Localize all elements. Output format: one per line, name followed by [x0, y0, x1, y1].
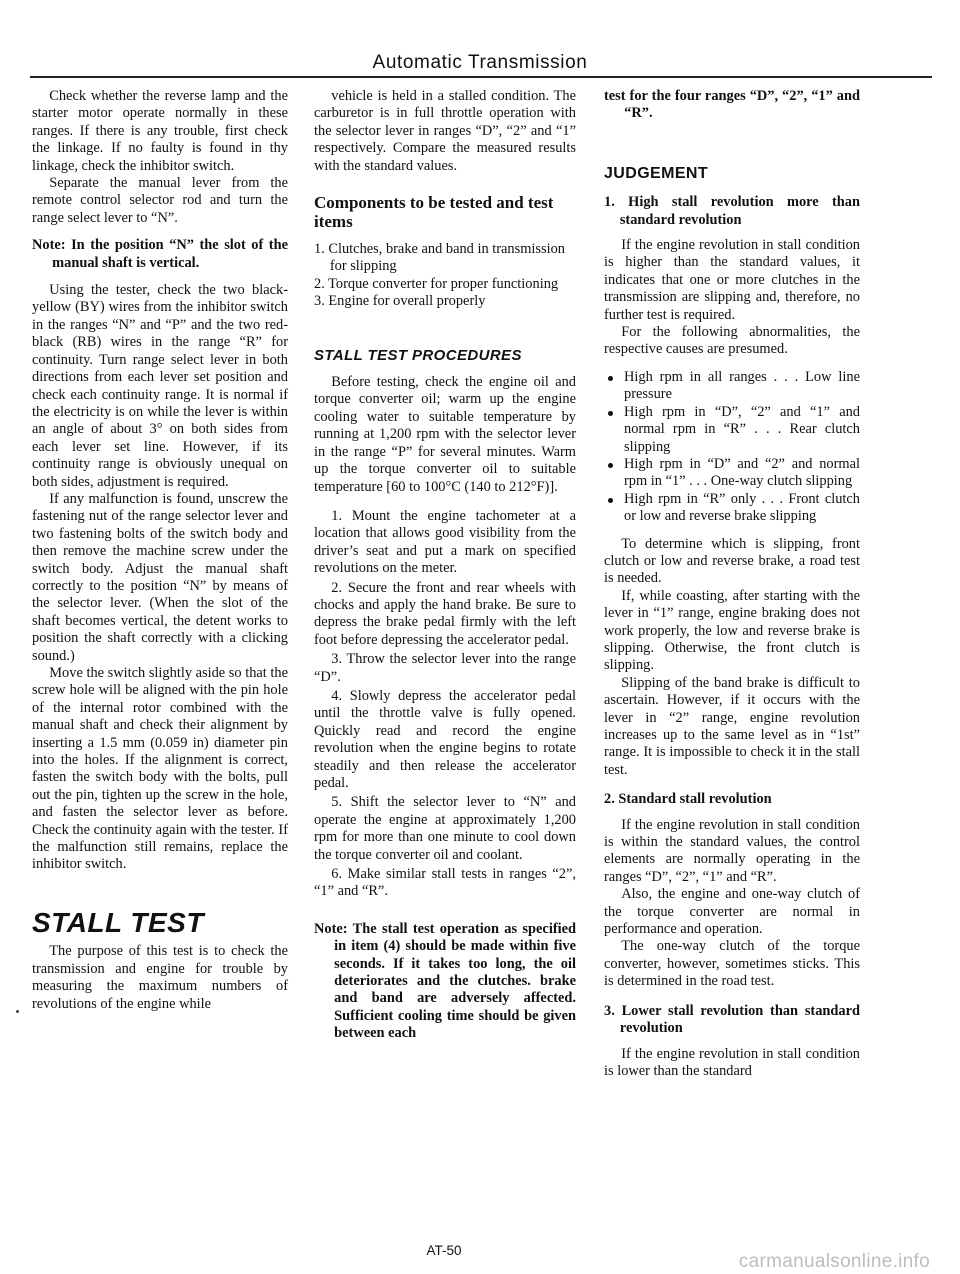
list-item: 2. Torque converter for proper functioning	[314, 275, 559, 292]
note: Note: The stall test operation as specified in item (4) should be made within five seconds. If it takes too long, the oil deteriorates and the clutches. brake and band are adversely affected. Sufficient cooling time should be given between each	[314, 920, 576, 1042]
procedure-step: 2. Secure the front and rear wheels with chocks and apply the hand brake. Be sure to depress the brake pedal firmly with the left foot before depressing the accelerator pedal.	[314, 579, 576, 648]
list-item: 3. Engine for overall properly	[314, 293, 486, 310]
procedure-step: 5. Shift the selector lever to “N” and operate the engine at approximately 1,200 rpm for more than one minute to cool down the torque converter oil and coolant.	[314, 794, 576, 863]
paragraph: If the engine revolution in stall condition is lower than the standard	[604, 1045, 860, 1079]
paragraph: Using the tester, check the two black-yellow (BY) wires from the inhibitor switch in the ranges “N” and “P” and the two red-black (RB) wires in the range “R” for continuity. Turn range select lever in both directions from each lever set position and check each continuity range. It is normal if the electricity is on while the lever is within an angle of about 3° on both sides from each lever set line. However, if its continuity range is obviously unequal on both sides, adjustment is required.	[32, 282, 288, 490]
procedure-step: 6. Make similar stall tests in ranges “2”, “1” and “R”.	[314, 866, 576, 900]
note: Note: In the position “N” the slot of the manual shaft is vertical.	[32, 237, 288, 271]
section-heading-stall-test: STALL TEST	[32, 906, 204, 938]
procedure-step: 4. Slowly depress the accelerator pedal until the throttle valve is fully opened. Quickly read and record the engine revolution when the engine begins to rotate steadily and then release the accelerator pedal.	[314, 687, 576, 791]
column-left	[32, 88, 288, 1013]
paragraph: Slipping of the band brake is difficult to ascertain. However, if it occurs with the lever in “2” range, engine revolution increases up to the same level as in “1st” range. It is impossible to check it in the stall test.	[604, 674, 860, 778]
paragraph: The one-way clutch of the torque converter, however, sometimes sticks. This is determined in the road test.	[604, 938, 860, 990]
subheading: 1. High stall revolution more than standard revolution	[604, 194, 860, 228]
page-number: AT-50	[426, 1243, 462, 1258]
paragraph: Also, the engine and one-way clutch of the torque converter are normal in performance and operation.	[604, 886, 860, 938]
list-item: High rpm in “D”, “2” and “1” and normal rpm in “R” . . . Rear clutch slipping	[604, 404, 860, 456]
list-item: High rpm in “R” only . . . Front clutch or low and reverse brake slipping	[604, 491, 860, 526]
paragraph: To determine which is slipping, front clutch or low and reverse brake, a road test is needed.	[604, 535, 860, 587]
list-item: 1. Clutches, brake and band in transmission for slipping	[314, 241, 565, 275]
paragraph: If, while coasting, after starting with the lever in “1” range, engine braking does not work properly, the low and reverse brake is slipping. Otherwise, the front clutch is slipping.	[604, 587, 860, 674]
paragraph: The purpose of this test is to check the transmission and engine for trouble by measuring the maximum numbers of revolutions of the engine while	[32, 943, 288, 1012]
components-list	[314, 241, 576, 311]
page-title: Automatic Transmission	[372, 52, 588, 73]
paragraph: If the engine revolution in stall condition is higher than the standard values, it indicates that one or more clutches in the transmission are slipping and, therefore, no further test is required.	[604, 237, 860, 323]
margin-mark	[16, 1010, 19, 1013]
paragraph: Check whether the reverse lamp and the starter motor operate normally in these ranges. If there is any trouble, first check the linkage. If no faulty is found in thy linkage, check the inhibitor switch.	[32, 88, 288, 174]
subheading: 3. Lower stall revolution than standard revolution	[604, 1002, 860, 1037]
column-right	[604, 88, 860, 1080]
paragraph: Separate the manual lever from the remote control selector rod and turn the range select lever to “N”.	[32, 175, 288, 226]
paragraph: If the engine revolution in stall condition is within the standard values, the control elements are normally operating in the ranges “D”, “2”, “1” and “R”.	[604, 816, 860, 885]
column-middle	[314, 88, 576, 1053]
paragraph: vehicle is held in a stalled condition. The carburetor is in full throttle operation with the selector lever in ranges “D”, “2” and “1” respectively. Compare the measured results with the standard values.	[314, 88, 576, 174]
section-heading-judgement: JUDGEMENT	[604, 164, 709, 182]
watermark: carmanualsonline.info	[738, 1251, 930, 1272]
note-continued: test for the four ranges “D”, “2”, “1” and “R”.	[604, 88, 860, 122]
header-rule	[30, 76, 932, 78]
paragraph: Before testing, check the engine oil and torque converter oil; warm up the engine cooling water to suitable temperature by running at 1,200 rpm with the selector lever in the range “P” for several minutes. Warm up the torque converter oil to suitable temperature [60 to 100°C (140 to 212°F)].	[314, 374, 576, 495]
section-heading-components: Components to be tested and test items	[314, 193, 554, 232]
page-header	[0, 0, 960, 80]
abnormalities-list	[604, 369, 860, 526]
procedure-step: 3. Throw the selector lever into the range “D”.	[314, 651, 576, 685]
list-item: High rpm in all ranges . . . Low line pressure	[604, 369, 860, 404]
procedure-step: 1. Mount the engine tachometer at a location that allows good visibility from the driver’s seat and put a mark on specified revolutions on the meter.	[314, 507, 576, 577]
list-item: High rpm in “D” and “2” and normal rpm in “1” . . . One-way clutch slipping	[604, 456, 860, 491]
paragraph: If any malfunction is found, unscrew the fastening nut of the range selector lever and two fastening bolts of the switch body and then remove the machine screw under the switch body. Adjust the manual shaft correctly to the position “N” by means of the selector lever. (When the slot of the shaft becomes vertical, the detent works to position the shaft correctly with a clicking sound.)	[32, 490, 288, 664]
subheading: 2. Standard stall revolution	[604, 791, 772, 808]
paragraph: For the following abnormalities, the respective causes are presumed.	[604, 324, 860, 358]
section-heading-procedures: STALL TEST PROCEDURES	[314, 346, 522, 364]
paragraph: Move the switch slightly aside so that the screw hole will be aligned with the pin hole of the internal rotor combined with the manual shaft and check their alignment by inserting a 1.5 mm (0.059 in) diameter pin into the holes. If the alignment is correct, fasten the switch body with the bolts, pull out the pin, tighten up the screw in the hole, and fasten the selector lever as before. Check the continuity again with the tester. If the malfunction still remains, replace the inhibitor switch.	[32, 665, 288, 873]
